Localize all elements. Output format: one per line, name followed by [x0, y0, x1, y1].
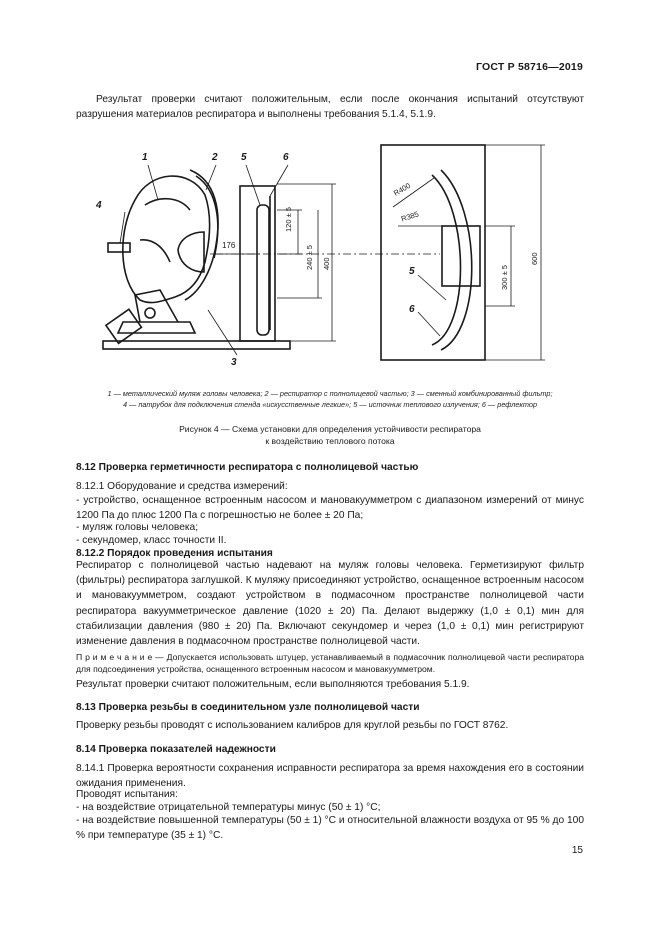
s814-bullet-2: - на воздействие повышенной температуры (50 ± 1) °С и относительной влажности воздуха от 95 % до 100 % при температуре (35 ± 1) °С. [76, 815, 584, 842]
section-8-14-heading: 8.14 Проверка показателей надежности [76, 744, 276, 755]
figure-legend-line-2: 4 — патрубок для подключения стенда «искусственные легкие»; 5 — источник теплового излучения; 6 — рефлектор [122, 400, 538, 409]
label-3: 3 [231, 357, 237, 368]
figure-caption-line-2: к воздействию теплового потока [265, 436, 395, 446]
s812-note [76, 651, 584, 676]
dim-300: 300 ± 5 [500, 265, 509, 290]
label-5: 5 [241, 152, 247, 163]
dim-176: 176 [222, 241, 236, 250]
dim-600: 600 [530, 252, 539, 265]
document-id: ГОСТ Р 58716—2019 [475, 61, 583, 73]
s812-bullet-3: - секундомер, класс точности II. [76, 535, 227, 546]
section-8-12-2-heading: 8.12.2 Порядок проведения испытания [76, 548, 273, 559]
figure-legend-line-1: 1 — металлический муляж головы человека; 2 — респиратор с полнолицевой частью; 3 — сменный комбинированный фильтр; [107, 389, 553, 398]
dim-r385: R385 [400, 209, 420, 224]
s812-bullet-1: - устройство, оснащенное встроенным насосом и мановакуумметром с диапазоном измерений от минус 1200 Па до плюс 1200 Па с погрешностью не более ± 20 Па; [76, 495, 584, 522]
note-text: — Допускается использовать штуцер, устанавливаемый в подмасочник полнолицевой части респиратора для подсоединения устройства, оснащенного встроенным насосом и мановакуумметром. [76, 651, 585, 675]
dim-r400: R400 [392, 181, 413, 198]
section-8-13-heading: 8.13 Проверка резьбы в соединительном узле полнолицевой части [76, 702, 420, 713]
label-2: 2 [212, 152, 218, 163]
head-dummy [123, 176, 210, 303]
tube [108, 243, 130, 252]
base-plate [103, 341, 290, 349]
page-number: 15 [571, 845, 583, 856]
label-6-right: 6 [409, 304, 415, 315]
s814-bullet-1: - на воздействие отрицательной температуры минус (50 ± 1) °С; [76, 802, 381, 813]
s812-procedure: Респиратор с полнолицевой частью надевают на муляж головы человека. Герметизируют фильтр (фильтры) респиратора заглушкой. К муляжу присоединяют устройство, оснащенное встроенным насосом и мановакуумметром, создают устройством в подмасочном пространстве полнолицевой части респиратора вакуумметрическое давление (1020 ± 20) Па. Делают выдержку (1,0 ± 0,1) мин для стабилизации давления (980 ± 20) Па. Включают секундомер и через (1,0 ± 0,1) мин регистрируют изменение давления в подмасочном пространстве полнолицевой части. [76, 560, 584, 648]
s812-p1: 8.12.1 Оборудование и средства измерений: [76, 481, 288, 492]
label-6: 6 [283, 152, 289, 163]
label-5-right: 5 [409, 266, 415, 277]
s812-bullet-2: - муляж головы человека; [76, 522, 199, 533]
s812-result: Результат проверки считают положительным, если выполняются требования 5.1.9. [76, 679, 470, 690]
reflector-view [381, 145, 485, 360]
label-4: 4 [96, 200, 102, 211]
s814-p2: Проводят испытания: [76, 789, 178, 800]
filter [106, 309, 142, 343]
dim-400: 400 [322, 257, 331, 270]
figure-caption-line-1: Рисунок 4 — Схема установки для определения устойчивости респиратора [179, 424, 481, 434]
s813-p1: Проверку резьбы проводят с использованием калибров для круглой резьбы по ГОСТ 8762. [76, 720, 509, 731]
dim-120: 120 ± 5 [284, 207, 293, 232]
heat-source [257, 205, 269, 335]
dim-240: 240 ± 5 [305, 245, 314, 270]
note-label: П р и м е ч а н и е [76, 651, 153, 662]
label-1: 1 [142, 152, 148, 163]
s814-p1: 8.14.1 Проверка вероятности сохранения исправности респиратора за время нахождения его в состоянии ожидания применения. [76, 763, 584, 790]
intro-paragraph: Результат проверки считают положительным, если после окончания испытаний отсутствуют разрушения материалов респиратора и выполнены требования 5.1.4, 5.1.9. [76, 94, 584, 121]
section-8-12-heading: 8.12 Проверка герметичности респиратора с полнолицевой частью [76, 462, 419, 473]
